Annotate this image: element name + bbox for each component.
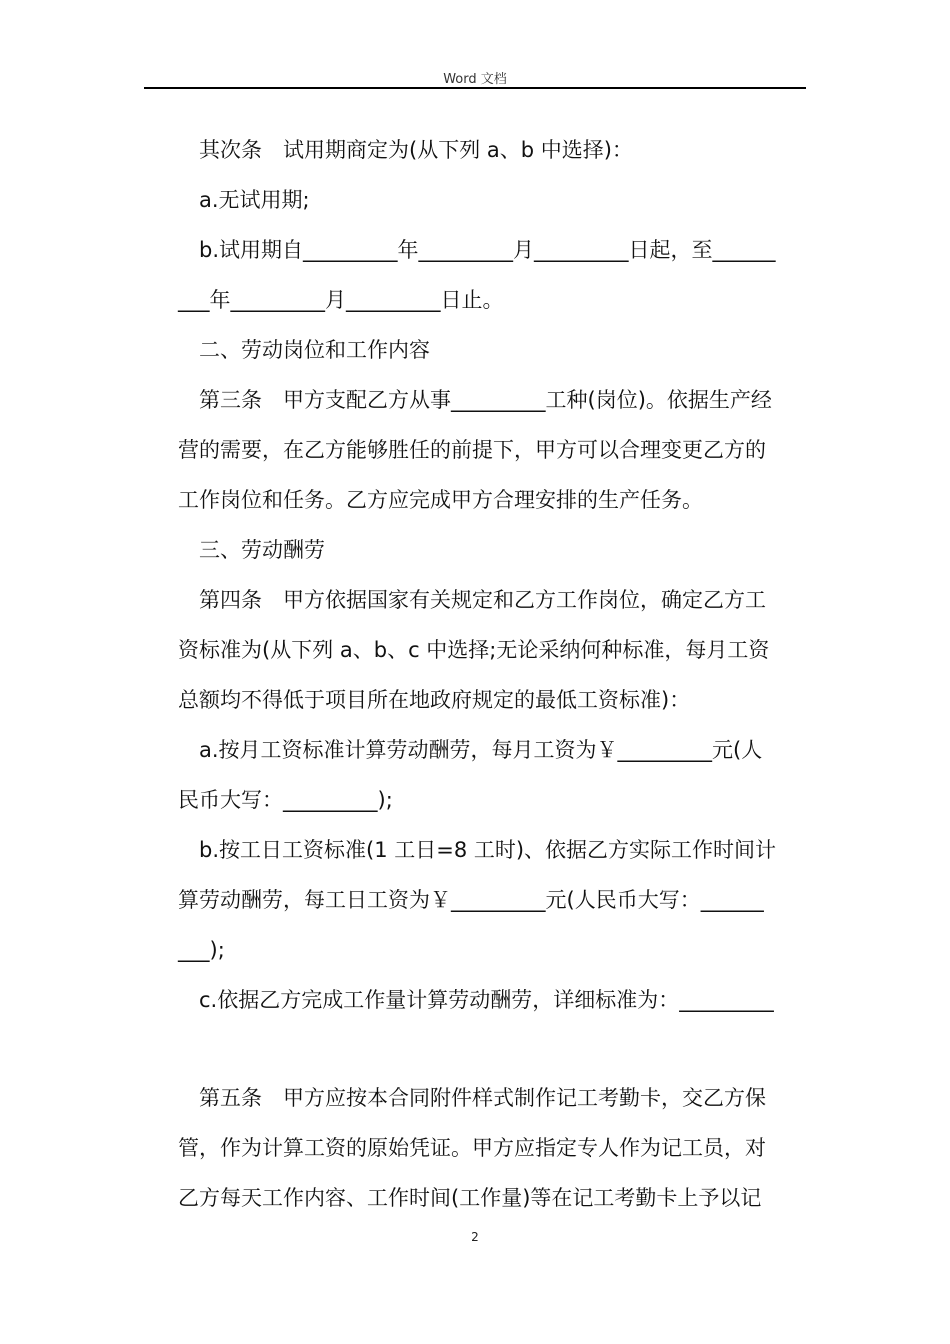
header-divider (144, 87, 806, 89)
paragraph-line: b.试用期自_________年_________月_________日起，至______ (199, 238, 776, 262)
paragraph-line: 总额均不得低于项目所在地政府规定的最低工资标准)： (178, 688, 691, 712)
paragraph-line: 民币大写：_________); (178, 788, 393, 812)
page-number: 2 (471, 1230, 479, 1244)
paragraph-line: ___年_________月_________日止。 (178, 288, 504, 312)
paragraph-line: 营的需要，在乙方能够胜任的前提下，甲方可以合理变更乙方的 (178, 438, 766, 462)
section-heading: 三、劳动酬劳 (199, 538, 325, 562)
paragraph-line: a.无试用期; (199, 188, 310, 212)
paragraph-line: a.按月工资标准计算劳动酬劳，每月工资为￥_________元(人 (199, 738, 763, 762)
paragraph-line: 工作岗位和任务。乙方应完成甲方合理安排的生产任务。 (178, 488, 703, 512)
paragraph-line: 第四条 甲方依据国家有关规定和乙方工作岗位，确定乙方工 (199, 588, 766, 612)
paragraph-line: c.依据乙方完成工作量计算劳动酬劳，详细标准为：_________ (199, 988, 774, 1012)
paragraph-line: 第五条 甲方应按本合同附件样式制作记工考勤卡，交乙方保 (199, 1086, 766, 1110)
paragraph-line: ___); (178, 938, 225, 962)
paragraph-line: 资标准为(从下列 a、b、c 中选择;无论采纳何种标准，每月工资 (178, 638, 770, 662)
paragraph-line: 第三条 甲方支配乙方从事_________工种(岗位)。依据生产经 (199, 388, 772, 412)
paragraph-line: 算劳动酬劳，每工日工资为￥_________元(人民币大写：______ (178, 888, 764, 912)
section-heading: 二、劳动岗位和工作内容 (199, 338, 430, 362)
paragraph-line: 其次条 试用期商定为(从下列 a、b 中选择)： (199, 138, 633, 162)
page-header-title: Word 文档 (443, 72, 507, 87)
paragraph-line: 乙方每天工作内容、工作时间(工作量)等在记工考勤卡上予以记 (178, 1186, 762, 1210)
paragraph-line: 管，作为计算工资的原始凭证。甲方应指定专人作为记工员，对 (178, 1136, 766, 1160)
paragraph-line: b.按工日工资标准(1 工日=8 工时)、依据乙方实际工作时间计 (199, 838, 777, 862)
